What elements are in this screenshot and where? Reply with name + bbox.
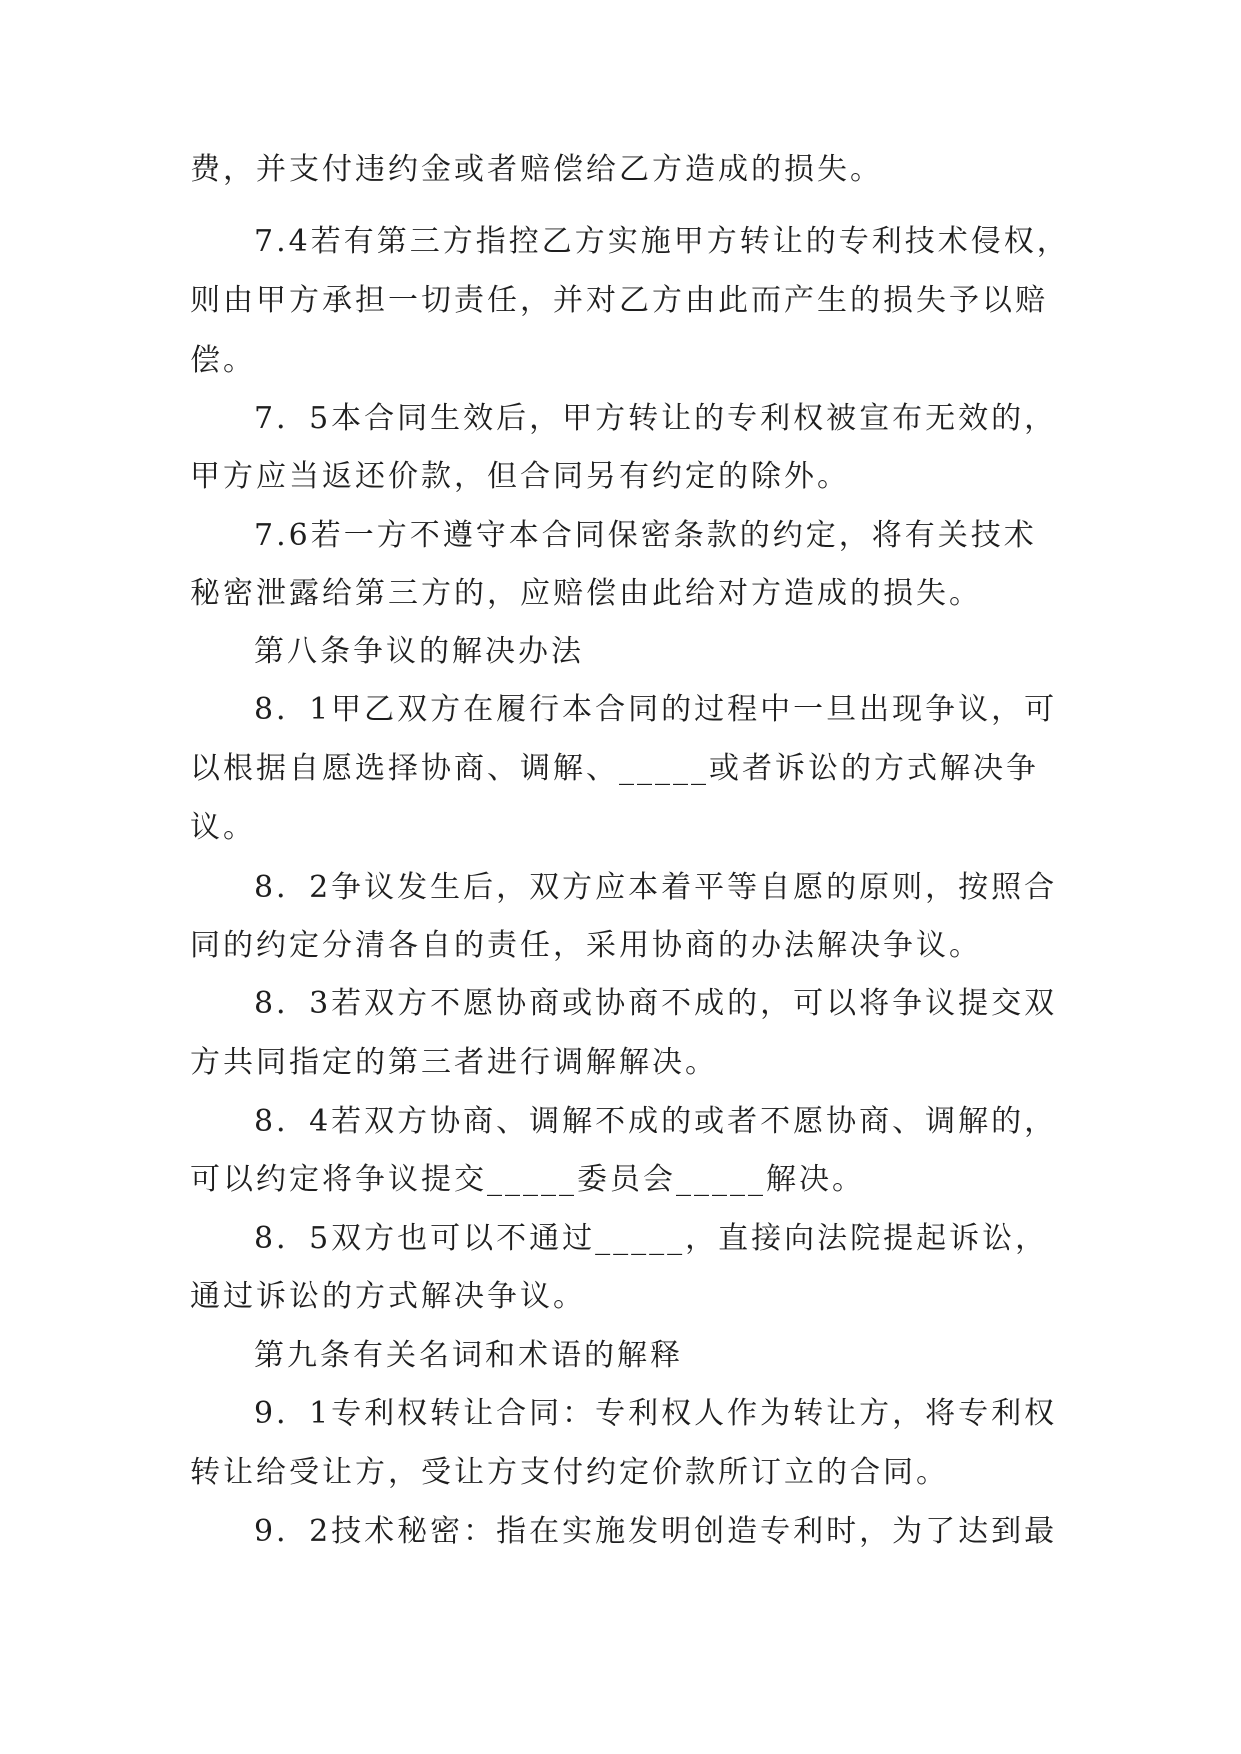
text-line: 方共同指定的第三者进行调解解决。 [190,1045,718,1080]
text-line: 偿。 [190,343,256,378]
text-line: 甲方应当返还价款，但合同另有约定的除外。 [190,459,850,494]
text-line: 转让给受让方，受让方支付约定价款所订立的合同。 [190,1455,949,1490]
text-line: 9．2技术秘密：指在实施发明创造专利时，为了达到最 [254,1514,1058,1549]
text-line: 以根据自愿选择协商、调解、_____或者诉讼的方式解决争 [190,751,1039,786]
text-line: 8．5双方也可以不通过_____，直接向法院提起诉讼， [254,1221,1049,1256]
text-line: 7.6若一方不遵守本合同保密条款的约定，将有关技术 [254,518,1037,553]
text-line: 则由甲方承担一切责任，并对乙方由此而产生的损失予以赔 [190,283,1048,318]
text-line: 秘密泄露给第三方的，应赔偿由此给对方造成的损失。 [190,576,982,611]
text-line: 8．4若双方协商、调解不成的或者不愿协商、调解的， [254,1104,1058,1139]
text-line: 议。 [190,810,256,845]
section-heading: 第九条有关名词和术语的解释 [254,1338,683,1373]
text-line: 可以约定将争议提交_____委员会_____解决。 [190,1162,865,1197]
text-line: 通过诉讼的方式解决争议。 [190,1279,586,1314]
section-heading: 第八条争议的解决办法 [254,634,584,669]
text-line: 8．2争议发生后，双方应本着平等自愿的原则，按照合 [254,870,1058,905]
text-line: 8．3若双方不愿协商或协商不成的，可以将争议提交双 [254,986,1058,1021]
text-line: 7.4若有第三方指控乙方实施甲方转让的专利技术侵权， [254,224,1070,259]
text-line: 费，并支付违约金或者赔偿给乙方造成的损失。 [190,152,883,187]
text-line: 8．1甲乙双方在履行本合同的过程中一旦出现争议，可 [254,692,1058,727]
text-line: 7．5本合同生效后，甲方转让的专利权被宣布无效的， [254,401,1058,436]
text-line: 同的约定分清各自的责任，采用协商的办法解决争议。 [190,928,982,963]
text-line: 9．1专利权转让合同：专利权人作为转让方，将专利权 [254,1396,1058,1431]
